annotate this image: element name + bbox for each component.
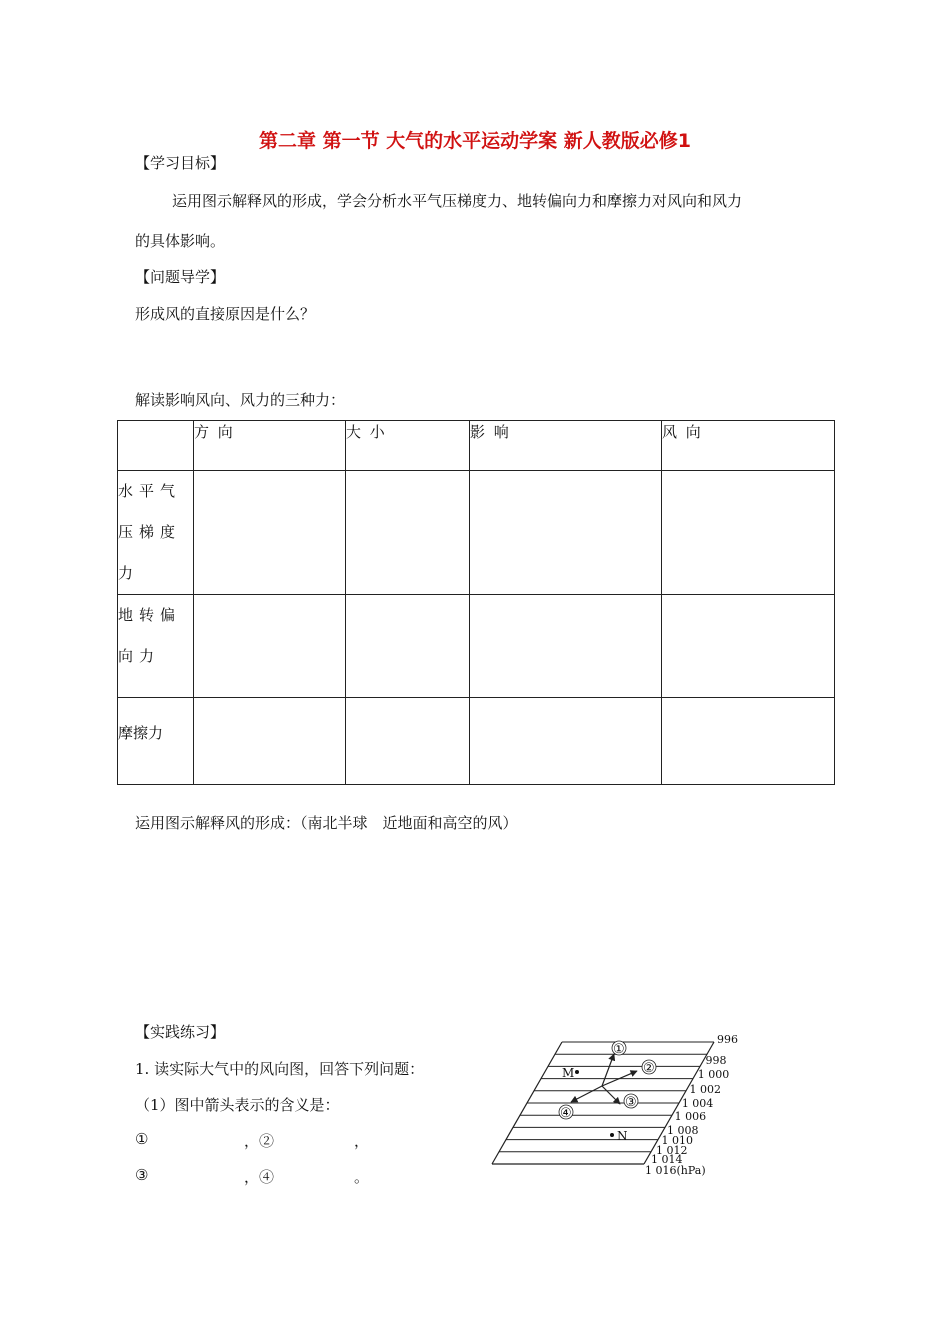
table-cell bbox=[346, 595, 470, 698]
practice-question-1-sub: （1）图中箭头表示的含义是： bbox=[135, 1096, 340, 1114]
isobar-label: 1 016(hPa) bbox=[645, 1164, 706, 1177]
table-cell bbox=[194, 698, 346, 785]
table-header-wind-direction: 风 向 bbox=[662, 421, 835, 471]
question-direct-cause: 形成风的直接原因是什么？ bbox=[135, 305, 316, 323]
table-cell bbox=[662, 471, 835, 595]
table-cell bbox=[470, 471, 662, 595]
table-cell bbox=[662, 698, 835, 785]
arrow-label-3: ③ bbox=[625, 1095, 637, 1110]
isobar-label: 1 004 bbox=[681, 1097, 714, 1110]
table-header-magnitude: 大 小 bbox=[346, 421, 470, 471]
table-cell bbox=[470, 698, 662, 785]
point-n-label: N bbox=[617, 1129, 628, 1143]
arrow-3 bbox=[602, 1086, 620, 1104]
point-m-label: M bbox=[562, 1066, 575, 1080]
table-cell bbox=[194, 595, 346, 698]
isobar-label: 1 006 bbox=[674, 1110, 707, 1123]
table-header-cell bbox=[118, 421, 194, 471]
arrow-label-1: ① bbox=[613, 1042, 625, 1057]
table-row bbox=[118, 471, 835, 595]
isobar-label: 1 014 bbox=[651, 1153, 683, 1166]
blank-row1-end: ， bbox=[354, 1132, 370, 1150]
row-label-pressure-gradient-force: 水平气压梯度力 bbox=[118, 471, 194, 595]
blank-row2-end: 。 bbox=[354, 1168, 370, 1186]
table-cell bbox=[662, 595, 835, 698]
question-wind-formation: 运用图示解释风的形成：（南北半球 近地面和高空的风） bbox=[135, 814, 518, 832]
objectives-text-line1: 运用图示解释风的形成，学会分析水平气压梯度力、地转偏向力和摩擦力对风向和风力 bbox=[172, 192, 743, 210]
blank-1-label: ① bbox=[135, 1130, 149, 1148]
forces-table bbox=[117, 420, 835, 785]
table-cell bbox=[194, 471, 346, 595]
arrow-label-2: ② bbox=[643, 1061, 655, 1076]
table-cell bbox=[470, 595, 662, 698]
objectives-heading: 【学习目标】 bbox=[135, 154, 226, 172]
practice-question-1: 1. 读实际大气中的风向图，回答下列问题： bbox=[135, 1060, 425, 1078]
isobar-label: 1 010 bbox=[661, 1134, 693, 1147]
table-row bbox=[118, 595, 835, 698]
wind-direction-diagram bbox=[470, 1030, 770, 1190]
blank-4-label: ，④ bbox=[244, 1168, 275, 1186]
blank-2-label: ，② bbox=[244, 1132, 275, 1150]
isobar-label: 1 008 bbox=[666, 1124, 699, 1137]
isobar-label: 996 bbox=[717, 1033, 738, 1046]
blank-3-label: ③ bbox=[135, 1166, 149, 1184]
question-three-forces: 解读影响风向、风力的三种力： bbox=[135, 391, 346, 409]
table-header-direction: 方 向 bbox=[194, 421, 346, 471]
arrow-4 bbox=[571, 1086, 602, 1102]
objectives-text-line2: 的具体影响。 bbox=[135, 232, 226, 250]
page-title: 第二章 第一节 大气的水平运动学案 新人教版必修1 bbox=[258, 130, 692, 152]
isobar-label: 1 012 bbox=[655, 1144, 688, 1157]
table-header-row bbox=[118, 421, 835, 471]
isobar-label: 998 bbox=[705, 1054, 727, 1067]
point-n-dot bbox=[610, 1133, 614, 1137]
row-label-coriolis-force: 地转偏向力 bbox=[118, 595, 194, 698]
isobar-label: 1 000 bbox=[697, 1068, 730, 1081]
practice-heading: 【实践练习】 bbox=[135, 1023, 226, 1041]
isobar-label: 1 002 bbox=[689, 1083, 722, 1096]
guide-heading: 【问题导学】 bbox=[135, 268, 226, 286]
table-row bbox=[118, 698, 835, 785]
arrow-label-4: ④ bbox=[560, 1106, 572, 1121]
row-label-friction-force: 摩擦力 bbox=[118, 698, 194, 785]
table-cell bbox=[346, 698, 470, 785]
point-m-dot bbox=[575, 1070, 579, 1074]
table-cell bbox=[346, 471, 470, 595]
table-header-influence: 影 响 bbox=[470, 421, 662, 471]
